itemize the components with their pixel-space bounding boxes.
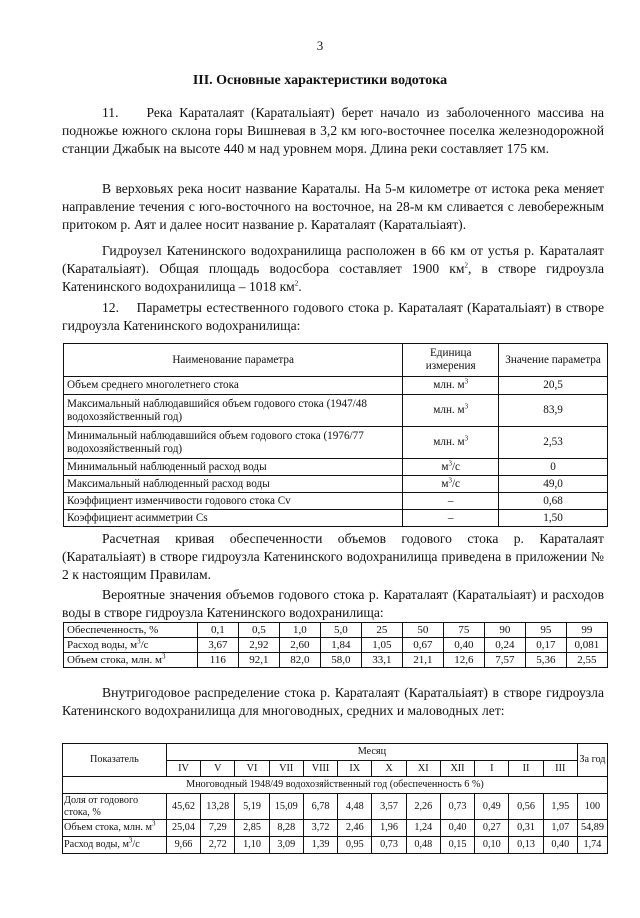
month-header: I xyxy=(475,761,509,777)
table-cell: 58,0 xyxy=(320,653,361,668)
table-row xyxy=(64,395,608,427)
table-cell: 1,84 xyxy=(320,638,361,653)
table-cell: 95 xyxy=(525,623,566,638)
table-cell: 4,48 xyxy=(338,794,372,820)
month-header: X xyxy=(372,761,406,777)
parameter-name: Максимальный наблюденный расход воды xyxy=(64,476,403,493)
table-row xyxy=(64,459,608,476)
table-cell: 90 xyxy=(484,623,525,638)
table-cell: 1,07 xyxy=(543,820,577,837)
parameter-value: 49,0 xyxy=(499,476,608,493)
page-number: 3 xyxy=(316,38,324,53)
table-cell: 2,85 xyxy=(235,820,269,837)
table-cell: 2,60 xyxy=(279,638,320,653)
table-cell: 1,95 xyxy=(543,794,577,820)
table-cell: 0,15 xyxy=(440,837,474,854)
table-cell: 1,24 xyxy=(406,820,440,837)
header-month: Месяц xyxy=(166,744,577,761)
table-cell: 0,13 xyxy=(509,837,543,854)
monthly-distribution-table xyxy=(62,743,608,854)
table-cell: 5,0 xyxy=(320,623,361,638)
header-year: За год xyxy=(577,744,607,777)
table-row xyxy=(63,820,608,837)
table-row xyxy=(64,377,608,395)
parameter-name: Максимальный наблюдавшийся объем годового стока (1947/48 водохозяйственный год) xyxy=(64,395,403,427)
parameter-unit: млн. $м^3$ xyxy=(403,395,499,427)
row-label: Доля от годового стока, % xyxy=(63,794,167,820)
table-row xyxy=(64,623,608,638)
month-header: XII xyxy=(440,761,474,777)
table-cell: 2,92 xyxy=(238,638,279,653)
paragraph-dam: Гидроузел Катенинского водохранилища расположен в 66 км от устья р. Караталаят (Каратальіаят). Общая площадь водосбора составляет 1900 $км^2$, в створе гидроузла Катенинского водохранилища – 1018 $км^2$. xyxy=(62,243,605,295)
table-cell: 33,1 xyxy=(361,653,402,668)
month-header: VI xyxy=(235,761,269,777)
table-cell: 0,5 xyxy=(238,623,279,638)
table-cell: 2,26 xyxy=(406,794,440,820)
paragraph-upper-reaches: В верховьях река носит название Караталы. На 5-м километре от истока река меняет направление течения с юго-восточного на восточное, на 28-м км сливается с левобережным притоком р. Аят и далее носит название р. Караталаят (Каратальіаят). xyxy=(62,181,604,233)
table-cell: 2,46 xyxy=(338,820,372,837)
row-label: Обеспеченность, % xyxy=(64,623,198,638)
table-row xyxy=(64,510,608,527)
table-cell: 50 xyxy=(402,623,443,638)
table-cell: 0,67 xyxy=(402,638,443,653)
table-cell: 0,48 xyxy=(406,837,440,854)
month-header: XI xyxy=(406,761,440,777)
table-cell: 3,67 xyxy=(197,638,238,653)
parameter-name: Коэффициент асимметрии Cs xyxy=(64,510,403,527)
table-cell: 92,1 xyxy=(238,653,279,668)
row-label: Расход воды, $м^3/с$ xyxy=(63,837,167,854)
table-cell: 1,05 xyxy=(361,638,402,653)
parameter-unit: млн. $м^3$ xyxy=(403,377,499,395)
parameter-value: 2,53 xyxy=(499,427,608,459)
table-cell: 0,73 xyxy=(440,794,474,820)
table-cell: 0,73 xyxy=(372,837,406,854)
table-row xyxy=(64,427,608,459)
table-cell: 21,1 xyxy=(402,653,443,668)
row-label: Объем стока, млн. $м^3$ xyxy=(63,820,167,837)
table-cell: 0,40 xyxy=(440,820,474,837)
table-cell: 0,40 xyxy=(443,638,484,653)
table-cell: 3,72 xyxy=(303,820,337,837)
table-cell: 1,96 xyxy=(372,820,406,837)
parameter-unit: – xyxy=(403,510,499,527)
row-label: Расход воды, $м^3/с$ xyxy=(64,638,198,653)
paragraph-probable: Вероятные значения объемов годового стока р. Караталаят (Каратальіаят) и расходов воды в створе гидроузла Катенинского водохранилища: xyxy=(62,587,604,621)
header-value: Значение параметра xyxy=(499,344,608,377)
table-row xyxy=(64,476,608,493)
table-cell: 15,09 xyxy=(269,794,303,820)
table-cell: 0,27 xyxy=(475,820,509,837)
parameter-name: Объем среднего многолетнего стока xyxy=(64,377,403,395)
table-cell: 0,56 xyxy=(509,794,543,820)
group-title: Многоводный 1948/49 водохозяйственный год (обеспеченность 6 %) xyxy=(63,777,608,794)
table-cell: 0,1 xyxy=(197,623,238,638)
table-cell: 5,36 xyxy=(525,653,566,668)
parameter-value: 0,68 xyxy=(499,493,608,510)
month-header: II xyxy=(509,761,543,777)
paragraph-curve: Расчетная кривая обеспеченности объемов годового стока р. Караталаят (Каратальіаят) в створе гидроузла Катенинского водохранилища приведена в приложении № 2 к настоящим Правилам. xyxy=(62,531,604,583)
parameters-table xyxy=(63,343,608,527)
table-cell: 82,0 xyxy=(279,653,320,668)
table-cell: 0,17 xyxy=(525,638,566,653)
table-cell: 5,19 xyxy=(235,794,269,820)
parameter-name: Минимальный наблюденный расход воды xyxy=(64,459,403,476)
paragraph-intra-annual: Внутригодовое распределение стока р. Караталаят (Каратальіаят) в створе гидроузла Катенинского водохранилища для многоводных, средних и маловодных лет: xyxy=(62,685,604,719)
table-cell: 3,09 xyxy=(269,837,303,854)
table-row xyxy=(64,653,608,668)
parameter-value: 83,9 xyxy=(499,395,608,427)
table-cell: 0,081 xyxy=(566,638,607,653)
parameter-unit: $м^3/с$ xyxy=(403,459,499,476)
table-cell: 45,62 xyxy=(166,794,200,820)
table-cell: 1,10 xyxy=(235,837,269,854)
month-header: V xyxy=(201,761,235,777)
table-cell: 6,78 xyxy=(303,794,337,820)
parameter-value: 20,5 xyxy=(499,377,608,395)
table-cell: 0,49 xyxy=(475,794,509,820)
table-cell: 0,24 xyxy=(484,638,525,653)
table-cell: 0,31 xyxy=(509,820,543,837)
table-cell: 13,28 xyxy=(201,794,235,820)
table-row xyxy=(64,493,608,510)
table-cell: 99 xyxy=(566,623,607,638)
header-parameter-name: Наименование параметра xyxy=(64,344,403,377)
parameter-name: Минимальный наблюдавшийся объем годового стока (1976/77 водохозяйственный год) xyxy=(64,427,403,459)
parameter-value: 1,50 xyxy=(499,510,608,527)
table-cell: 100 xyxy=(577,794,607,820)
table-cell: 1,0 xyxy=(279,623,320,638)
header-unit: Единица измерения xyxy=(403,344,499,377)
paragraph-12: 12. Параметры естественного годового стока р. Караталаят (Каратальіаят) в створе гидроузла Катенинского водохранилища: xyxy=(62,300,604,334)
table-cell: 1,39 xyxy=(303,837,337,854)
table-cell: 116 xyxy=(197,653,238,668)
header-indicator: Показатель xyxy=(63,744,167,777)
parameter-unit: $м^3/с$ xyxy=(403,476,499,493)
month-header: IX xyxy=(338,761,372,777)
section-title: III. Основные характеристики водотока xyxy=(192,73,448,88)
month-header: III xyxy=(543,761,577,777)
table-row xyxy=(64,638,608,653)
month-header: VIII xyxy=(303,761,337,777)
table-row xyxy=(63,837,608,854)
parameter-value: 0 xyxy=(499,459,608,476)
paragraph-11: 11. Река Караталаят (Каратальіаят) берет начало из заболоченного массива на подножье южного склона горы Вишневая в 3,2 км юго-восточнее поселка железнодорожной станции Джабык на высоте 440 м над уровнем моря. Длина реки составляет 175 км. xyxy=(62,105,604,157)
table-cell: 0,10 xyxy=(475,837,509,854)
month-header: VII xyxy=(269,761,303,777)
table-cell: 75 xyxy=(443,623,484,638)
table-cell: 3,57 xyxy=(372,794,406,820)
table-cell: 2,72 xyxy=(201,837,235,854)
row-label: Объем стока, млн. $м^3$ xyxy=(64,653,198,668)
table-cell: 54,89 xyxy=(577,820,607,837)
table-cell: 0,40 xyxy=(543,837,577,854)
table-cell: 25,04 xyxy=(166,820,200,837)
table-cell: 2,55 xyxy=(566,653,607,668)
table-cell: 25 xyxy=(361,623,402,638)
probability-table xyxy=(63,622,608,668)
table-cell: 0,95 xyxy=(338,837,372,854)
parameter-unit: млн. $м^3$ xyxy=(403,427,499,459)
table-row xyxy=(63,794,608,820)
parameter-name: Коэффициент изменчивости годового стока Cv xyxy=(64,493,403,510)
table-cell: 12,6 xyxy=(443,653,484,668)
table-cell: 1,74 xyxy=(577,837,607,854)
table-cell: 9,66 xyxy=(166,837,200,854)
parameter-unit: – xyxy=(403,493,499,510)
table-cell: 7,29 xyxy=(201,820,235,837)
month-header: IV xyxy=(166,761,200,777)
table-cell: 7,57 xyxy=(484,653,525,668)
table-cell: 8,28 xyxy=(269,820,303,837)
